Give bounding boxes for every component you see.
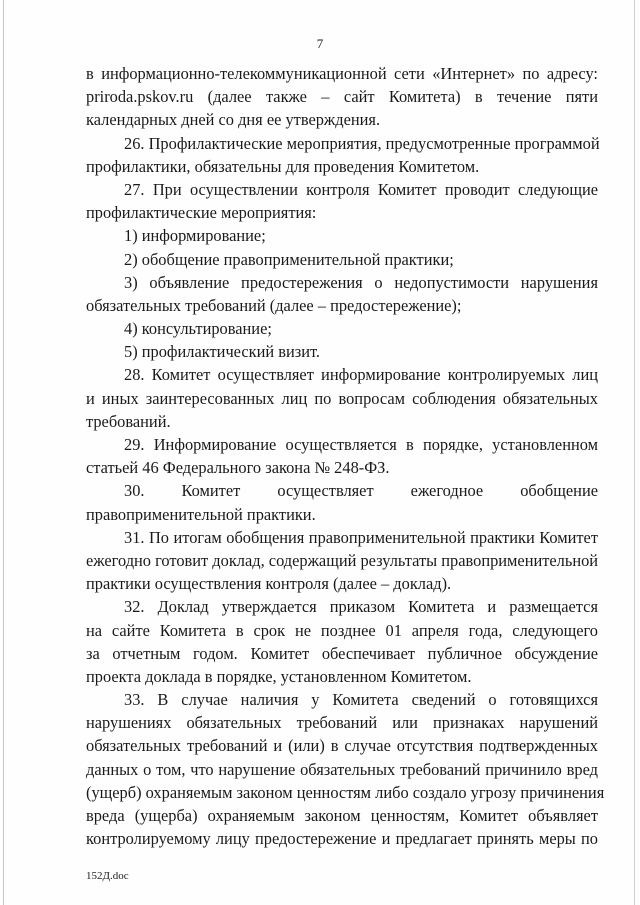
text-line: 2) обобщение правоприменительной практики; [124,249,454,269]
text-line: 26. Профилактические мероприятия, предусмотренные программой [124,133,600,153]
text-line: 28. Комитет осуществляет информирование контролируемых лиц [124,365,598,385]
text-line: 31. По итогам обобщения правоприменительной практики Комитет [124,527,598,547]
text-line: 27. При осуществлении контроля Комитет проводит следующие [124,179,598,199]
text-line: ежегодно готовит доклад, содержащий результаты правоприменительной [86,550,599,570]
text-line: на сайте Комитета в срок не позднее 01 апреля года, следующего [86,620,598,640]
document-body [86,62,605,850]
text-line: 30. Комитет осуществляет ежегодное обобщение [124,481,598,501]
text-line: профилактики, обязательны для проведения Комитетом. [86,156,480,176]
text-line: 3) объявление предостережения о недопустимости нарушения [124,272,598,292]
text-line: данных о том, что нарушение обязательных требований причинило вред [86,759,598,779]
page-left-edge [3,0,4,905]
text-line: 4) консультирование; [124,319,272,339]
text-line: 29. Информирование осуществляется в порядке, установленном [124,435,598,454]
page-number: 7 [316,36,324,51]
text-line: обязательных требований (далее – предостережение); [86,295,462,315]
text-line: календарных дней со дня ее утверждения. [86,110,381,130]
text-line: требований. [86,411,171,431]
text-line: priroda.pskov.ru (далее также – сайт Комитета) в течение пяти [86,87,598,107]
text-line: в информационно-телекоммуникационной сети «Интернет» по адресу: [86,64,598,83]
text-line: правоприменительной практики. [86,504,316,524]
page-right-edge [634,0,635,905]
text-line: за отчетным годом. Комитет обеспечивает публичное обсуждение [86,643,598,663]
text-line: обязательных требований и (или) в случае отсутствия подтвержденных [86,736,598,756]
text-line: 5) профилактический визит. [124,342,321,362]
text-line: проекта доклада в порядке, установленном Комитетом. [86,666,472,686]
file-name-footer: 152Д.doc [86,870,129,882]
text-line: 32. Доклад утверждается приказом Комитета и размещается [124,597,598,617]
text-line: (ущерб) охраняемым законом ценностям либо создало угрозу причинения [86,782,605,802]
text-line: и иных заинтересованных лиц по вопросам соблюдения обязательных [86,388,598,408]
text-line: контролируемому лицу предостережение и предлагает принять меры по [86,829,598,849]
text-line: профилактические мероприятия: [86,203,317,223]
text-line: 33. В случае наличия у Комитета сведений о готовящихся [124,690,598,710]
text-line: 1) информирование; [124,226,266,246]
text-line: нарушениях обязательных требований или признаках нарушений [86,713,598,733]
text-line: статьей 46 Федерального закона № 248-ФЗ. [86,458,390,478]
text-line: вреда (ущерба) охраняемым законом ценностям, Комитет объявляет [86,806,598,825]
text-line: практики осуществления контроля (далее – доклад). [86,574,452,594]
